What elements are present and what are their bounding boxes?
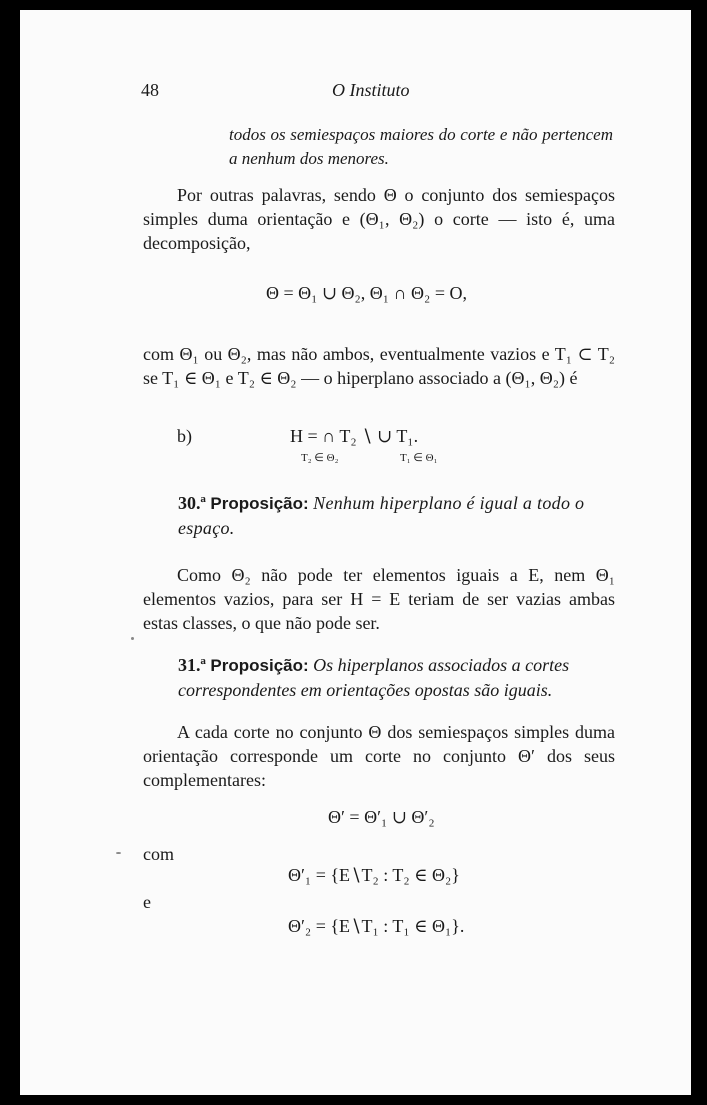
- formula-theta2-prime: Θ′₂ = {E∖T₁ : T₁ ∈ Θ₁}.: [288, 916, 465, 936]
- proposition-31: [178, 653, 618, 702]
- paragraph-3: Como Θ₂ não pode ter elementos iguais a E, nem Θ₁ elementos vazios, para ser H = E teriam de ser vazias ambas estas classes, o que não pode ser.: [143, 565, 615, 633]
- paragraph-1: Por outras palavras, sendo Θ o conjunto dos semiespaços simples duma orientação e (Θ₁, Θ₂) o corte — isto é, uma decomposição,: [143, 185, 615, 253]
- proposition-30-heading: Proposição:: [210, 494, 309, 513]
- formula-theta1-prime: Θ′₁ = {E∖T₂ : T₂ ∈ Θ₂}: [288, 865, 460, 885]
- formula-theta-decomposition: Θ = Θ₁ ∪ Θ₂, Θ₁ ∩ Θ₂ = O,: [266, 283, 467, 303]
- formula-theta-prime: Θ′ = Θ′₁ ∪ Θ′₂: [328, 807, 435, 827]
- formula-b-label: b): [177, 426, 192, 446]
- paragraph-2: com Θ₁ ou Θ₂, mas não ambos, eventualmente vazios e T₁ ⊂ T₂ se T₁ ∈ Θ₁ e T₂ ∈ Θ₂ — o hiperplano associado a (Θ₁, Θ₂) é: [143, 344, 615, 388]
- proposition-30-statement: Nenhum hiperplano é igual a todo o espaço.: [178, 493, 585, 538]
- scan-speck: [116, 852, 121, 854]
- proposition-30: [178, 491, 618, 540]
- word-e: e: [143, 892, 151, 912]
- word-com: com: [143, 844, 174, 864]
- scan-speck: [131, 637, 134, 640]
- page-number: 48: [141, 80, 159, 100]
- proposition-30-number: 30.ª: [178, 493, 206, 513]
- proposition-31-number: 31.ª: [178, 655, 206, 675]
- formula-b-expression: H = ∩ T₂ ∖ ∪ T₁.: [290, 426, 419, 446]
- paragraph-4: A cada corte no conjunto Θ dos semiespaços simples duma orientação corresponde um corte no conjunto Θ′ dos seus complementares:: [143, 722, 615, 790]
- running-title: O Instituto: [332, 80, 410, 100]
- intro-italic-text: todos os semiespaços maiores do corte e não pertencem a nenhum dos menores.: [229, 125, 613, 168]
- proposition-31-heading: Proposição:: [210, 656, 309, 675]
- formula-b-subscript-1: T₂ ∈ Θ₂: [301, 452, 339, 464]
- formula-b-subscript-2: T₁ ∈ Θ₁: [400, 452, 438, 464]
- proposition-31-statement: Os hiperplanos associados a cortes correspondentes em orientações opostas são iguais.: [178, 655, 570, 700]
- book-page: [20, 10, 691, 1095]
